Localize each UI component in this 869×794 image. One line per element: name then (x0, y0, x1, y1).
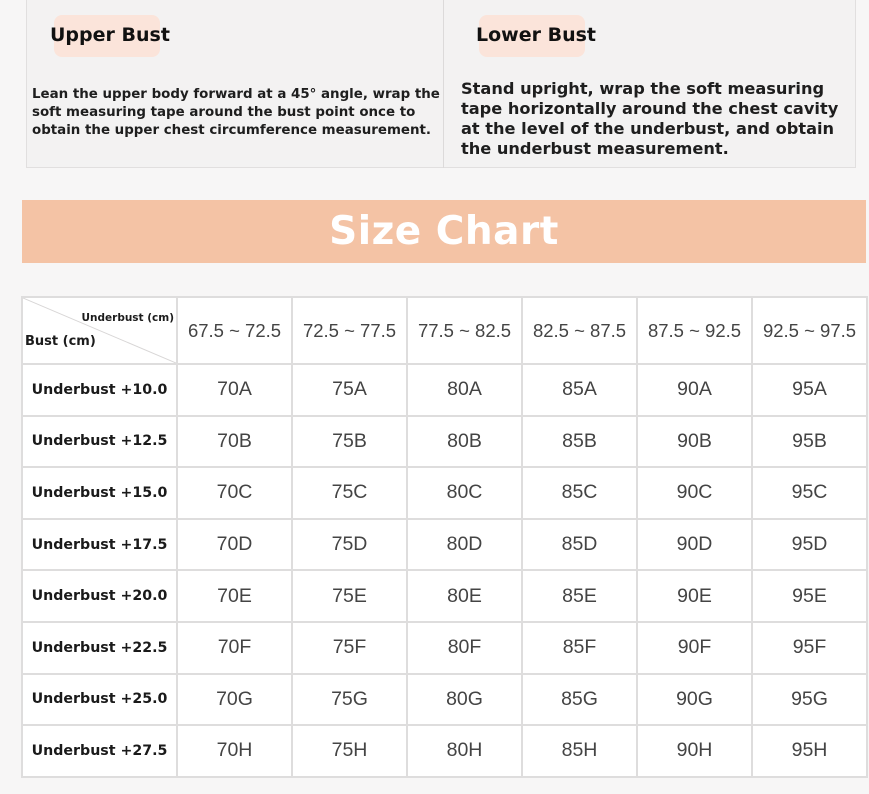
size-cell: 95C (752, 467, 867, 519)
row-header: Underbust +17.5 (22, 519, 177, 571)
size-cell: 90H (637, 725, 752, 777)
corner-underbust-label: Underbust (cm) (81, 312, 174, 324)
size-cell: 85A (522, 364, 637, 416)
size-chart-table (21, 296, 868, 778)
size-cell: 95H (752, 725, 867, 777)
size-cell: 85F (522, 622, 637, 674)
table-row (22, 519, 867, 571)
size-cell: 90E (637, 570, 752, 622)
size-cell: 95A (752, 364, 867, 416)
size-cell: 80C (407, 467, 522, 519)
size-cell: 70H (177, 725, 292, 777)
size-cell: 90F (637, 622, 752, 674)
size-cell: 85G (522, 674, 637, 726)
size-cell: 90D (637, 519, 752, 571)
size-cell: 85B (522, 416, 637, 468)
size-cell: 75H (292, 725, 407, 777)
size-cell: 75F (292, 622, 407, 674)
size-cell: 95B (752, 416, 867, 468)
table-header-row (22, 297, 867, 364)
row-header: Underbust +10.0 (22, 364, 177, 416)
panel-divider (443, 0, 444, 168)
size-cell: 85E (522, 570, 637, 622)
size-cell: 80B (407, 416, 522, 468)
size-cell: 90A (637, 364, 752, 416)
size-cell: 80E (407, 570, 522, 622)
size-cell: 70G (177, 674, 292, 726)
size-chart-title: Size Chart (329, 209, 559, 254)
row-header: Underbust +22.5 (22, 622, 177, 674)
lower-bust-description: Stand upright, wrap the soft measuring tape horizontally around the chest cavity at the level of the underbust, and obtain the underbust measurement. (461, 79, 839, 158)
table-row (22, 467, 867, 519)
row-header: Underbust +27.5 (22, 725, 177, 777)
size-cell: 90B (637, 416, 752, 468)
row-header: Underbust +12.5 (22, 416, 177, 468)
table-row (22, 364, 867, 416)
row-header: Underbust +20.0 (22, 570, 177, 622)
size-cell: 80F (407, 622, 522, 674)
size-cell: 95G (752, 674, 867, 726)
lower-bust-title: Lower Bust (476, 24, 596, 46)
size-cell: 90C (637, 467, 752, 519)
column-header: 82.5 ~ 87.5 (522, 297, 637, 364)
size-cell: 75B (292, 416, 407, 468)
size-cell: 95F (752, 622, 867, 674)
measurement-instructions-panel (26, 0, 856, 168)
row-header: Underbust +25.0 (22, 674, 177, 726)
table-row (22, 416, 867, 468)
size-cell: 80H (407, 725, 522, 777)
size-cell: 75G (292, 674, 407, 726)
size-cell: 90G (637, 674, 752, 726)
size-chart-banner (22, 200, 866, 263)
size-cell: 70F (177, 622, 292, 674)
table-row (22, 622, 867, 674)
size-cell: 75C (292, 467, 407, 519)
column-header: 87.5 ~ 92.5 (637, 297, 752, 364)
size-cell: 80G (407, 674, 522, 726)
column-header: 92.5 ~ 97.5 (752, 297, 867, 364)
corner-diagonal-line (23, 298, 176, 363)
corner-bust-label: Bust (cm) (25, 334, 96, 349)
size-cell: 70A (177, 364, 292, 416)
column-header: 77.5 ~ 82.5 (407, 297, 522, 364)
table-row (22, 725, 867, 777)
upper-bust-description: Lean the upper body forward at a 45° angle, wrap the soft measuring tape around the bust point once to obtain the upper chest circumference measurement. (32, 87, 440, 138)
size-cell: 70E (177, 570, 292, 622)
size-cell: 70B (177, 416, 292, 468)
table-row (22, 570, 867, 622)
size-cell: 80A (407, 364, 522, 416)
table-row (22, 674, 867, 726)
size-cell: 80D (407, 519, 522, 571)
size-cell: 95D (752, 519, 867, 571)
row-header: Underbust +15.0 (22, 467, 177, 519)
size-cell: 85H (522, 725, 637, 777)
column-header: 72.5 ~ 77.5 (292, 297, 407, 364)
size-cell: 75E (292, 570, 407, 622)
column-header: 67.5 ~ 72.5 (177, 297, 292, 364)
size-cell: 70D (177, 519, 292, 571)
size-cell: 70C (177, 467, 292, 519)
size-cell: 75D (292, 519, 407, 571)
size-cell: 85C (522, 467, 637, 519)
size-cell: 75A (292, 364, 407, 416)
size-cell: 85D (522, 519, 637, 571)
size-cell: 95E (752, 570, 867, 622)
table-corner-cell (22, 297, 177, 364)
upper-bust-title: Upper Bust (50, 24, 170, 46)
